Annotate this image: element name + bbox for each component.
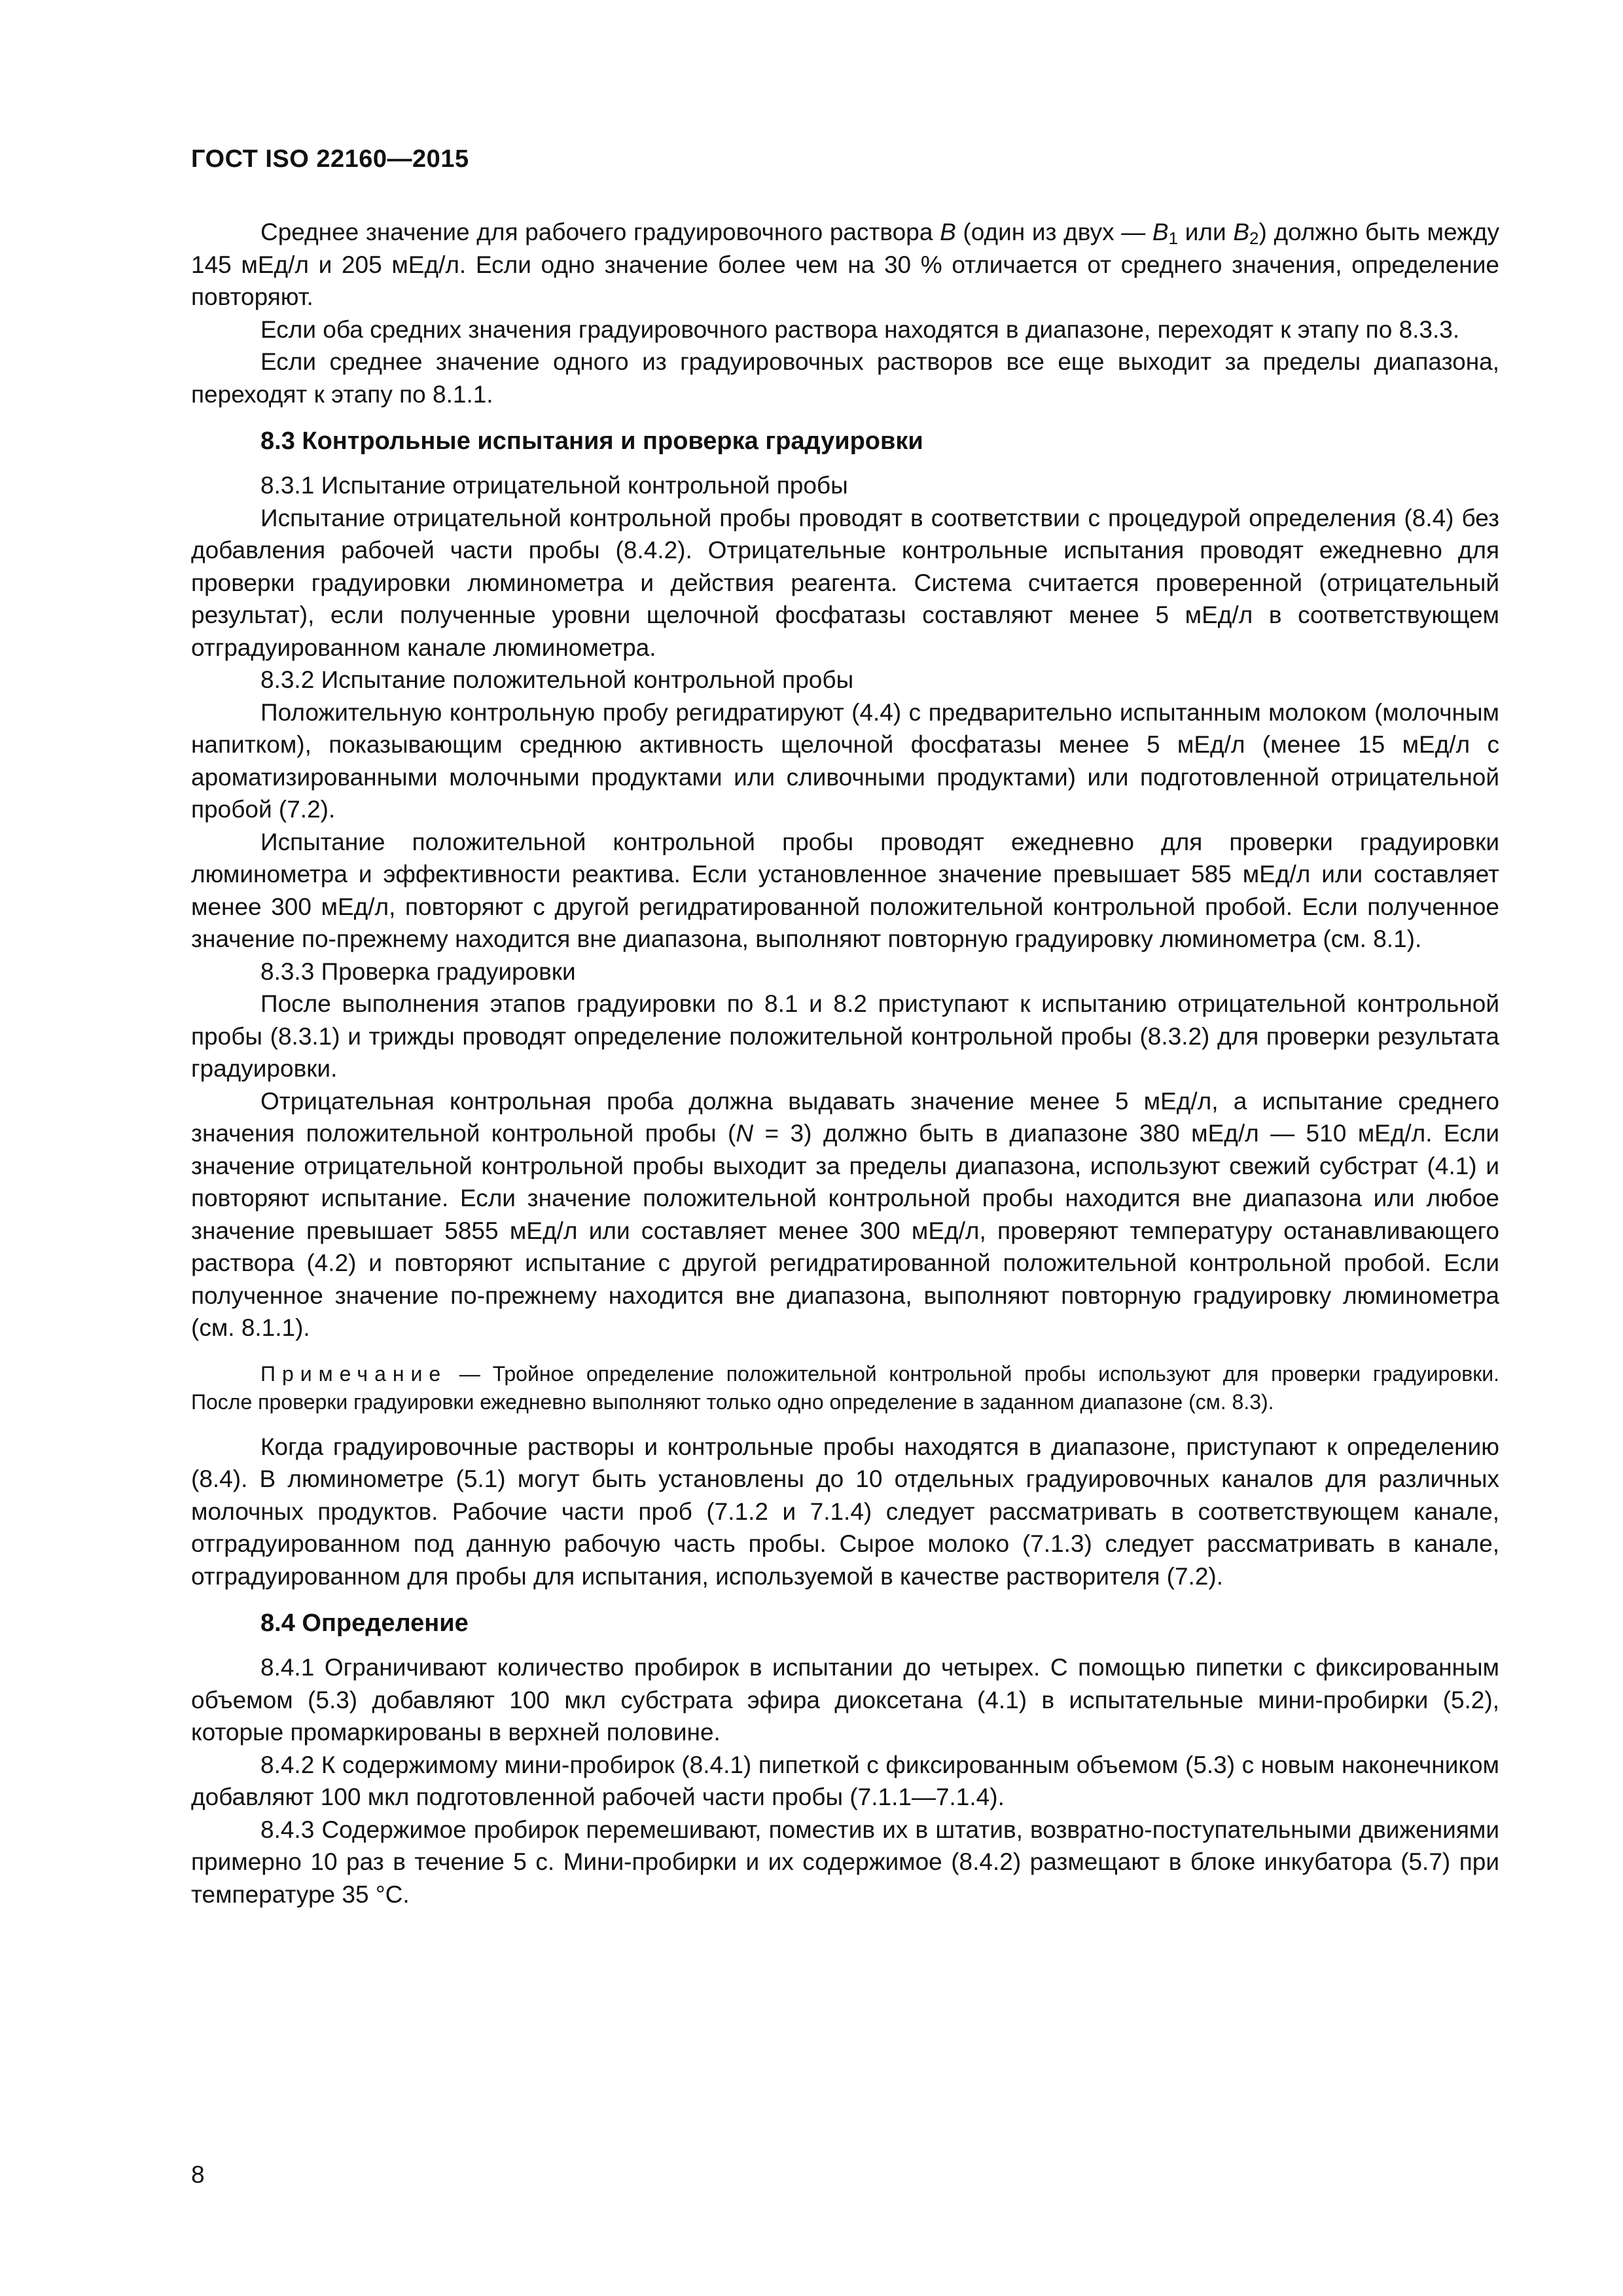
subheading-8-3-2: 8.3.2 Испытание положительной контрольной пробы: [260, 666, 854, 693]
paragraph-8-4-2: 8.4.2 К содержимому мини-пробирок (8.4.1) пипеткой с фиксированным объемом (5.3) с новым наконечником добавляют 100 мкл подготовленной рабочей части пробы (7.1.1—7.1.4).: [191, 1751, 1499, 1810]
paragraph-8-3-2-b: Испытание положительной контрольной пробы проводят ежедневно для проверки градуировки люминометра и эффективности реактива. Если установленное значение превышает 585 мЕд/л или составляет менее 300 мЕд/л, повторяют с другой регидратированной положительной контрольной пробой. Если полученное значение по-прежнему находится вне диапазона, выполняют повторную градуировку люминометра (см. 8.1).: [191, 828, 1499, 952]
paragraph-8-3-3-b: [191, 1085, 1499, 1344]
page-number: 8: [191, 2161, 205, 2188]
paragraph-8-4-1: 8.4.1 Ограничивают количество пробирок в испытании до четырех. С помощью пипетки с фиксированным объемом (5.3) добавляют 100 мкл субстрата эфира диоксетана (4.1) в испытательные мини-пробирки (5.2), которые промаркированы в верхней половине.: [191, 1654, 1499, 1746]
text-run: Отрицательная контрольная проба должна выдавать значение менее 5 мЕд/л, а испытание среднего значения положительной контрольной пробы (: [191, 1087, 1499, 1147]
paragraph-8-3-3-a: После выполнения этапов градуировки по 8.1 и 8.2 приступают к испытанию отрицательной контрольной пробы (8.3.1) и трижды проводят определение положительной контрольной пробы (8.3.2) для проверки результата градуировки.: [191, 990, 1499, 1082]
paragraph-buffer-mean: [191, 216, 1499, 314]
paragraph-8-3-1: Испытание отрицательной контрольной пробы проводят в соответствии с процедурой определения (8.4) без добавления рабочей части пробы (8.4.2). Отрицательные контрольные испытания проводят ежедневно для проверки градуировки люминометра и действия реагента. Система считается проверенной (отрицательный результат), если полученные уровни щелочной фосфатазы составляют менее 5 мЕд/л в соответствующем отградуированном канале люминометра.: [191, 504, 1499, 661]
variable-n: N: [736, 1120, 754, 1147]
text-run: или: [1178, 219, 1234, 245]
subheading-8-3-3: 8.3.3 Проверка градуировки: [260, 958, 576, 985]
subscript-1: 1: [1168, 228, 1179, 248]
subscript-2: 2: [1249, 228, 1259, 248]
paragraph-8-4-3: 8.4.3 Содержимое пробирок перемешивают, поместив их в штатив, возвратно-поступательными движениями примерно 10 раз в течение 5 с. Мини-пробирки и их содержимое (8.4.2) размещают в блоке инкубатора (5.7) при температуре 35 °С.: [191, 1816, 1499, 1908]
text-run: (один из двух —: [955, 219, 1152, 245]
paragraph-both-in-range: Если оба средних значения градуировочного раствора находятся в диапазоне, переходят к этапу по 8.3.3.: [260, 315, 1460, 343]
note: [191, 1360, 1499, 1416]
standard-header: ГОСТ ISO 22160—2015: [191, 145, 469, 173]
subheading-8-3-1: 8.3.1 Испытание отрицательной контрольной пробы: [260, 472, 848, 499]
text-run: = 3) должно быть в диапазоне 380 мЕд/л — 510 мЕд/л. Если значение отрицательной контрольной пробы выходит за пределы диапазона, используют свежий субстрат (4.1) и повторяют испытание. Если значение положительной контрольной пробы находится вне диапазона или любое значение превышает 5855 мЕд/л или составляет менее 300 мЕд/л, проверяют температуру останавливающего раствора (4.2) и повторяют испытание с другой регидратированной положительной контрольной пробой. Если полученное значение по-прежнему находится вне диапазона, выполняют повторную градуировку люминометра (см. 8.1.1).: [191, 1120, 1499, 1341]
heading-8-4: 8.4 Определение: [260, 1609, 469, 1637]
variable-b2: B: [1233, 219, 1250, 245]
paragraph-out-of-range: Если среднее значение одного из градуировочных растворов все еще выходит за пределы диапазона, переходят к этапу по 8.1.1.: [191, 348, 1499, 408]
paragraph-closing: Когда градуировочные растворы и контрольные пробы находятся в диапазоне, приступают к определению (8.4). В люминометре (5.1) могут быть установлены до 10 отдельных градуировочных каналов для различных молочных продуктов. Рабочие части проб (7.1.2 и 7.1.4) следует рассматривать в соответствующем канале, отградуированном под данную рабочую часть пробы. Сырое молоко (7.1.3) следует рассматривать в канале, отградуированном для пробы для испытания, используемой в качестве растворителя (7.2).: [191, 1433, 1499, 1590]
variable-b1: B: [1152, 219, 1169, 245]
text-run: Среднее значение для рабочего градуировочного раствора: [260, 219, 940, 245]
note-label: Примечание: [260, 1361, 448, 1386]
document-body: [191, 216, 1499, 1910]
text-run: ) должно быть между 145 мЕд/л и 205 мЕд/л. Если одно значение более чем на 30 % отличается от среднего значения, определение повторяют.: [191, 219, 1499, 310]
variable-b: B: [940, 219, 956, 245]
heading-8-3: 8.3 Контрольные испытания и проверка градуировки: [260, 427, 923, 455]
note-text: — Тройное определение положительной контрольной пробы используют для проверки градуировки. После проверки градуировки ежедневно выполняют только одно определение в заданном диапазоне (см. 8.3).: [191, 1361, 1499, 1414]
paragraph-8-3-2-a: Положительную контрольную пробу регидратируют (4.4) с предварительно испытанным молоком (молочным напитком), показывающим среднюю активность щелочной фосфатазы менее 5 мЕд/л (менее 15 мЕд/л с ароматизированными молочными продуктами или сливочными продуктами) или подготовленной отрицательной пробой (7.2).: [191, 698, 1499, 823]
